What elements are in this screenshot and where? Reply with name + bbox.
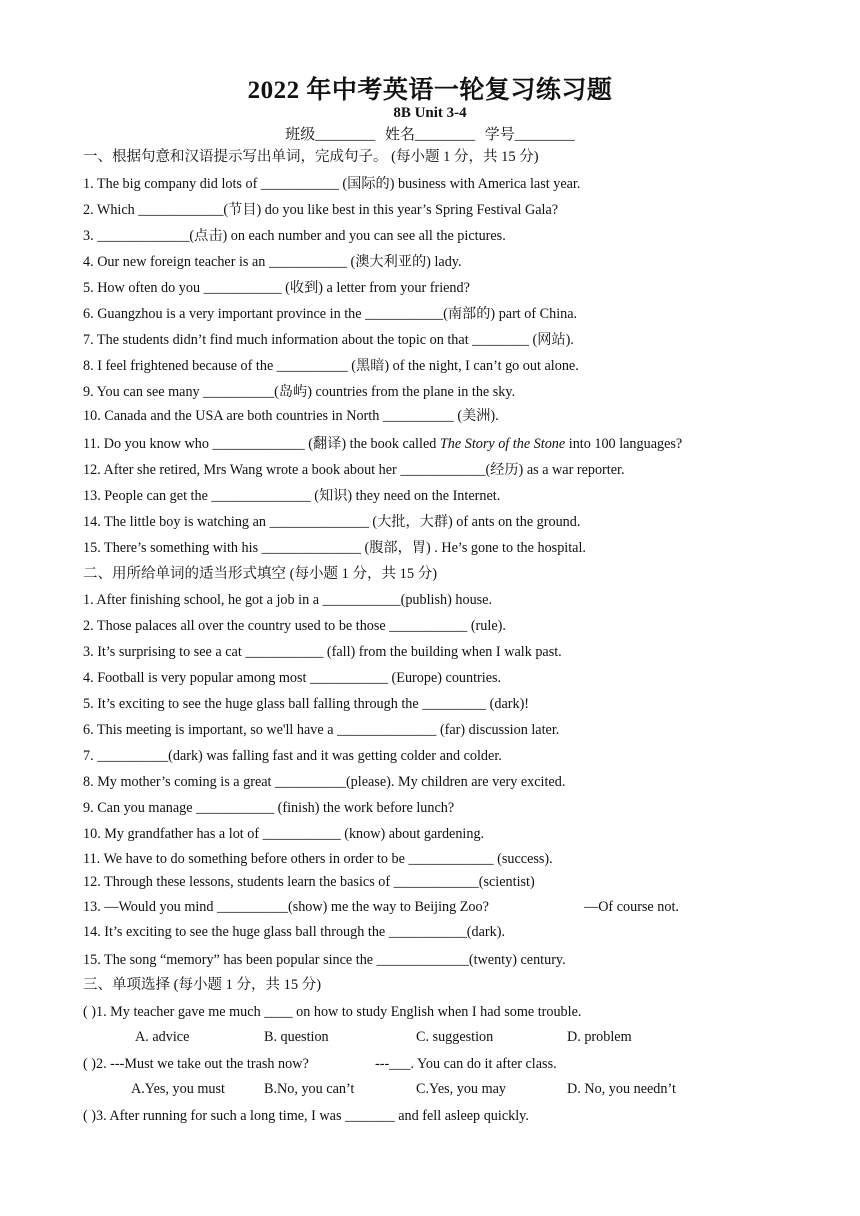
s2-item-8: 8. My mother’s coming is a great __________(please). My children are very excited. — [83, 774, 566, 790]
student-info-line — [0, 123, 860, 144]
s1-item-12: 12. After she retired, Mrs Wang wrote a book about her ____________(经历) as a war reporter. — [83, 462, 625, 478]
s3-question-1: ( )1. My teacher gave me much ____ on how to study English when I had some trouble. — [83, 1004, 582, 1020]
s2-item-12: 12. Through these lessons, students learn the basics of ____________(scientist) — [83, 874, 535, 890]
s2-item-13-answer: —Of course not. — [584, 899, 679, 915]
s3-question-3: ( )3. After running for such a long time, I was _______ and fell asleep quickly. — [83, 1108, 529, 1124]
s2-item-9: 9. Can you manage ___________ (finish) the work before lunch? — [83, 800, 455, 816]
s1-item-15: 15. There’s something with his ______________ (腹部，胃) . He’s gone to the hospital. — [83, 540, 586, 556]
s2-item-13: 13. —Would you mind __________(show) me the way to Beijing Zoo? — [83, 899, 489, 915]
page-title: 2022 年中考英语一轮复习练习题 — [247, 77, 613, 104]
q2-option-b: B.No, you can’t — [264, 1081, 355, 1097]
s1-item-5: 5. How often do you ___________ (收到) a letter from your friend? — [83, 280, 470, 296]
s1-item-11-before: 11. Do you know who _____________ (翻译) the book called — [83, 436, 440, 452]
s2-item-2: 2. Those palaces all over the country used to be those ___________ (rule). — [83, 618, 506, 634]
class-field: 班级________ — [285, 127, 376, 143]
s1-item-2: 2. Which ____________(节目) do you like best in this year’s Spring Festival Gala? — [83, 202, 559, 218]
s1-item-11-after: into 100 languages? — [565, 436, 683, 452]
s1-item-6: 6. Guangzhou is a very important province in the ___________(南部的) part of China. — [83, 306, 578, 322]
s2-item-14: 14. It’s exciting to see the huge glass ball through the ___________(dark). — [83, 924, 505, 940]
page-subtitle: 8B Unit 3-4 — [393, 105, 467, 121]
q2-option-c: C.Yes, you may — [416, 1081, 507, 1097]
q2-option-d: D. No, you needn’t — [567, 1081, 676, 1097]
s2-item-10: 10. My grandfather has a lot of ___________ (know) about gardening. — [83, 826, 485, 842]
s2-item-3: 3. It’s surprising to see a cat ___________ (fall) from the building when I walk past. — [83, 644, 562, 660]
s2-item-4: 4. Football is very popular among most ___________ (Europe) countries. — [83, 670, 502, 686]
s1-item-7: 7. The students didn’t find much information about the topic on that ________ (网站). — [83, 332, 574, 348]
student-id-field: 学号________ — [484, 127, 575, 143]
s1-item-13: 13. People can get the ______________ (知识) they need on the Internet. — [83, 488, 501, 504]
s2-item-1: 1. After finishing school, he got a job in a ___________(publish) house. — [83, 592, 493, 608]
s1-item-4: 4. Our new foreign teacher is an ___________ (澳大利亚的) lady. — [83, 254, 462, 270]
s1-item-10: 10. Canada and the USA are both countries in North __________ (美洲). — [83, 408, 499, 424]
q2-option-a: A.Yes, you must — [131, 1081, 225, 1097]
s1-item-9: 9. You can see many __________(岛屿) countries from the plane in the sky. — [83, 384, 516, 400]
book-title: The Story of the Stone — [439, 436, 566, 452]
s3-question-2: ( )2. ---Must we take out the trash now? — [83, 1056, 309, 1072]
s1-item-1: 1. The big company did lots of ___________ (国际的) business with America last year. — [83, 176, 581, 192]
name-field: 姓名________ — [384, 127, 475, 143]
section1-heading: 一、根据句意和汉语提示写出单词，完成句子。 (每小题 1 分，共 15 分) — [83, 149, 539, 165]
section2-heading: 二、用所给单词的适当形式填空 (每小题 1 分，共 15 分) — [83, 566, 438, 582]
s1-item-14: 14. The little boy is watching an ______________ (大批，大群) of ants on the ground. — [83, 514, 581, 530]
q1-option-d: D. problem — [567, 1029, 632, 1045]
section3-heading: 三、单项选择 (每小题 1 分，共 15 分) — [83, 977, 322, 993]
s1-item-3: 3. _____________(点击) on each number and you can see all the pictures. — [83, 228, 506, 244]
q1-option-a: A. advice — [135, 1029, 190, 1045]
s2-item-6: 6. This meeting is important, so we'll have a ______________ (far) discussion later. — [83, 722, 560, 738]
s2-item-7: 7. __________(dark) was falling fast and it was getting colder and colder. — [83, 748, 502, 764]
s3-question-2-reply: ---___. You can do it after class. — [375, 1056, 557, 1072]
s2-item-5: 5. It’s exciting to see the huge glass ball falling through the _________ (dark)! — [83, 696, 530, 712]
s1-item-11 — [83, 435, 682, 453]
s1-item-8: 8. I feel frightened because of the __________ (黑暗) of the night, I can’t go out alone. — [83, 358, 579, 374]
q1-option-c: C. suggestion — [416, 1029, 494, 1045]
s2-item-15: 15. The song “memory” has been popular since the _____________(twenty) century. — [83, 952, 566, 968]
s2-item-11: 11. We have to do something before others in order to be ____________ (success). — [83, 851, 553, 867]
q1-option-b: B. question — [264, 1029, 329, 1045]
